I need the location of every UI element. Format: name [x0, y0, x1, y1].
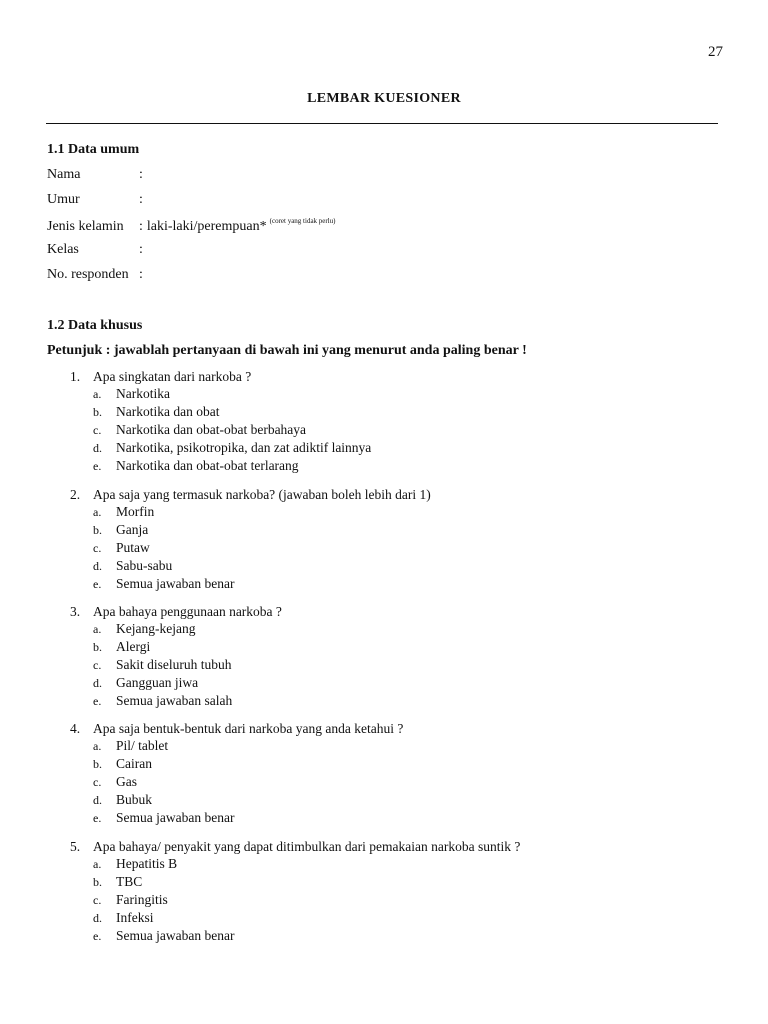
option-text: Ganja: [116, 522, 149, 537]
option-b[interactable]: [70, 638, 282, 656]
field-nama: [47, 167, 143, 187]
option-c[interactable]: [70, 891, 520, 909]
option-letter: d.: [93, 911, 102, 925]
option-letter: b.: [93, 640, 102, 654]
option-e[interactable]: [70, 927, 520, 945]
page-title: LEMBAR KUESIONER: [307, 91, 461, 106]
question-number: 3.: [70, 604, 81, 619]
option-c[interactable]: [70, 656, 282, 674]
option-text: Hepatitis B: [116, 856, 178, 871]
option-a[interactable]: [70, 855, 520, 873]
instruction-text: Petunjuk : jawablah pertanyaan di bawah ini yang menurut anda paling benar !: [47, 343, 527, 358]
option-letter: a.: [93, 387, 102, 401]
option-letter: e.: [93, 929, 102, 943]
field-label: Kelas: [47, 242, 79, 257]
option-text: Cairan: [116, 756, 152, 771]
option-e[interactable]: [70, 575, 431, 593]
option-letter: a.: [93, 857, 102, 871]
option-letter: e.: [93, 459, 102, 473]
field-no-responden: [47, 267, 143, 287]
page-number: 27: [708, 44, 723, 60]
question-text: Apa saja bentuk-bentuk dari narkoba yang anda ketahui ?: [93, 721, 404, 736]
option-letter: c.: [93, 775, 102, 789]
option-letter: d.: [93, 793, 102, 807]
option-text: Semua jawaban benar: [116, 576, 235, 591]
option-text: Narkotika, psikotropika, dan zat adiktif lainnya: [116, 440, 372, 455]
option-text: Narkotika dan obat-obat terlarang: [116, 458, 299, 473]
option-c[interactable]: [70, 539, 431, 557]
option-letter: c.: [93, 541, 102, 555]
option-c[interactable]: [70, 421, 371, 439]
question-2: [70, 486, 431, 593]
question-number: 2.: [70, 487, 81, 502]
option-text: Alergi: [116, 639, 151, 654]
field-colon: :: [139, 242, 143, 257]
question-text: Apa bahaya penggunaan narkoba ?: [93, 604, 282, 619]
option-a[interactable]: [70, 620, 282, 638]
option-letter: c.: [93, 893, 102, 907]
option-b[interactable]: [70, 755, 403, 773]
option-text: TBC: [116, 874, 143, 889]
title-divider: [46, 123, 718, 124]
option-letter: e.: [93, 694, 102, 708]
option-letter: a.: [93, 505, 102, 519]
option-letter: d.: [93, 676, 102, 690]
option-text: Faringitis: [116, 892, 168, 907]
option-text: Narkotika: [116, 386, 170, 401]
option-text: Sabu-sabu: [116, 558, 173, 573]
option-letter: e.: [93, 577, 102, 591]
question-5: [70, 838, 520, 945]
question-3: [70, 603, 282, 710]
question-4: [70, 720, 403, 827]
option-letter: b.: [93, 757, 102, 771]
field-colon: :: [139, 192, 143, 207]
question-text: Apa bahaya/ penyakit yang dapat ditimbulkan dari pemakaian narkoba suntik ?: [93, 839, 521, 854]
option-text: Semua jawaban benar: [116, 928, 235, 943]
field-colon: :: [139, 219, 143, 234]
option-d[interactable]: [70, 439, 371, 457]
field-label: No. responden: [47, 267, 129, 282]
field-jenis-kelamin: [47, 217, 336, 237]
option-a[interactable]: [70, 737, 403, 755]
field-value: laki-laki/perempuan*: [146, 219, 267, 234]
option-c[interactable]: [70, 773, 403, 791]
option-e[interactable]: [70, 692, 282, 710]
field-colon: :: [139, 167, 143, 182]
option-text: Putaw: [116, 540, 150, 555]
option-d[interactable]: [70, 791, 403, 809]
option-b[interactable]: [70, 521, 431, 539]
option-letter: b.: [93, 523, 102, 537]
option-letter: c.: [93, 423, 102, 437]
option-text: Semua jawaban salah: [116, 693, 233, 708]
question-text: Apa saja yang termasuk narkoba? (jawaban boleh lebih dari 1): [93, 487, 431, 502]
question-text: Apa singkatan dari narkoba ?: [93, 369, 252, 384]
option-letter: c.: [93, 658, 102, 672]
field-umur: [47, 192, 143, 212]
option-a[interactable]: [70, 503, 431, 521]
field-note: (coret yang tidak perlu): [269, 217, 336, 225]
option-text: Narkotika dan obat: [116, 404, 220, 419]
question-1: [70, 368, 371, 475]
option-b[interactable]: [70, 873, 520, 891]
option-a[interactable]: [70, 385, 371, 403]
option-letter: d.: [93, 559, 102, 573]
option-e[interactable]: [70, 457, 371, 475]
option-letter: b.: [93, 875, 102, 889]
option-text: Bubuk: [116, 792, 153, 807]
option-text: Infeksi: [116, 910, 154, 925]
question-number: 5.: [70, 839, 81, 854]
section-heading-general: 1.1 Data umum: [47, 142, 140, 157]
option-text: Pil/ tablet: [116, 738, 169, 753]
option-text: Gas: [116, 774, 137, 789]
option-letter: b.: [93, 405, 102, 419]
option-text: Sakit diseluruh tubuh: [116, 657, 232, 672]
field-kelas: [47, 242, 143, 262]
field-label: Umur: [47, 192, 80, 207]
option-d[interactable]: [70, 909, 520, 927]
question-number: 1.: [70, 369, 81, 384]
question-number: 4.: [70, 721, 81, 736]
section-heading-specific: 1.2 Data khusus: [47, 318, 143, 333]
option-letter: d.: [93, 441, 102, 455]
option-letter: a.: [93, 622, 102, 636]
field-label: Jenis kelamin: [47, 219, 124, 234]
option-b[interactable]: [70, 403, 371, 421]
option-letter: a.: [93, 739, 102, 753]
option-text: Semua jawaban benar: [116, 810, 235, 825]
option-d[interactable]: [70, 674, 282, 692]
field-label: Nama: [47, 167, 81, 182]
option-e[interactable]: [70, 809, 403, 827]
option-text: Kejang-kejang: [116, 621, 196, 636]
option-text: Gangguan jiwa: [116, 675, 199, 690]
option-text: Narkotika dan obat-obat berbahaya: [116, 422, 307, 437]
option-d[interactable]: [70, 557, 431, 575]
field-colon: :: [139, 267, 143, 282]
option-text: Morfin: [116, 504, 155, 519]
option-letter: e.: [93, 811, 102, 825]
